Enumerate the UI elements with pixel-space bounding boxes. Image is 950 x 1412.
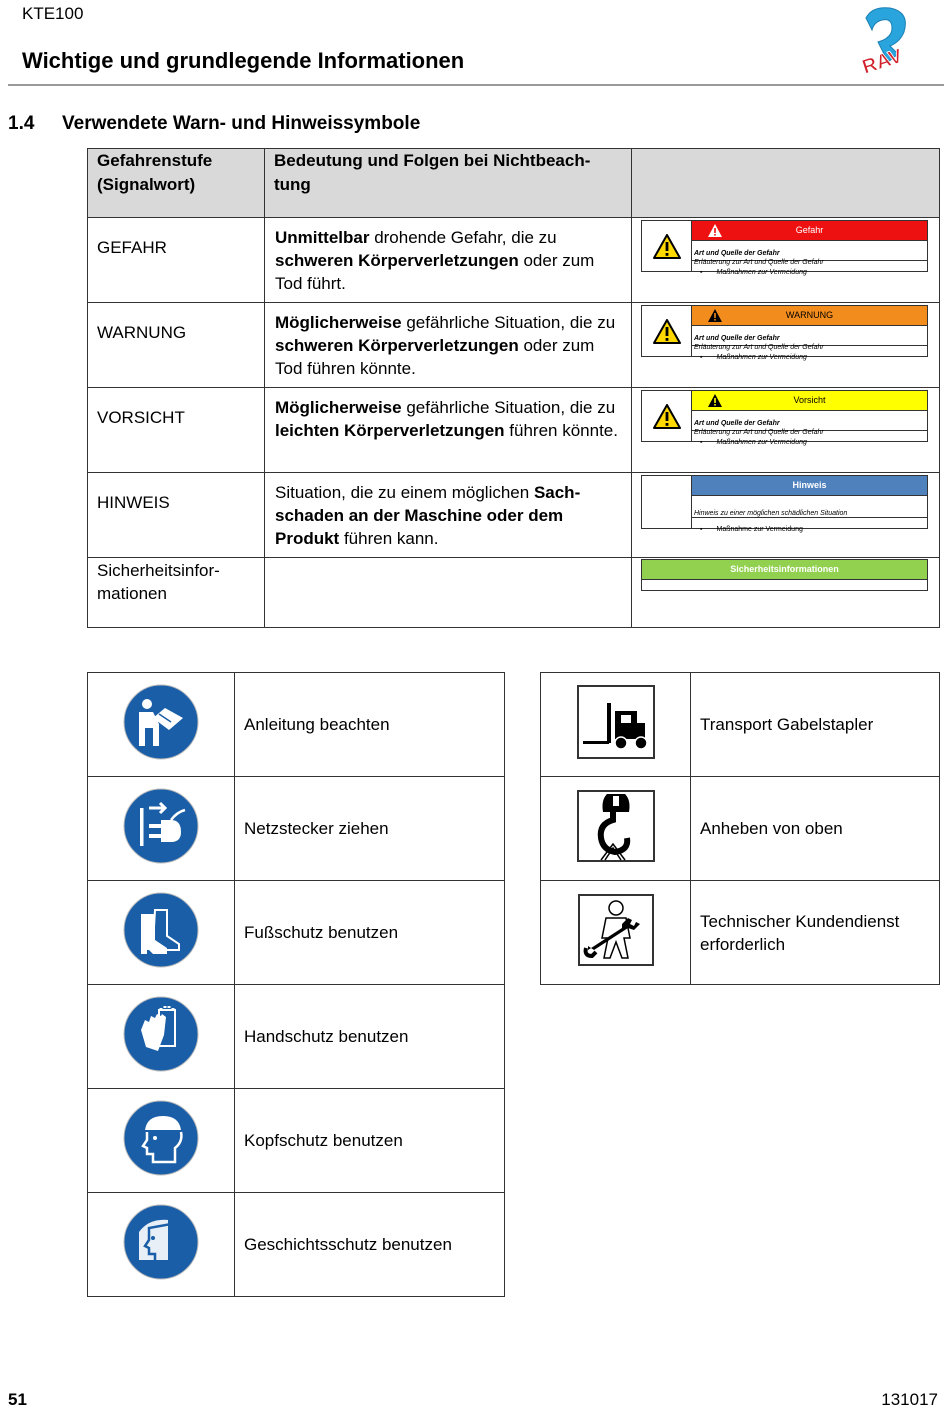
table-row	[88, 673, 505, 777]
warning-triangle-icon	[642, 391, 692, 441]
table-header-row	[88, 149, 940, 218]
warning-box-preview	[641, 305, 928, 361]
notice-box-preview	[641, 475, 928, 533]
table-row	[88, 218, 940, 303]
table-row	[541, 673, 940, 777]
desc-part: Möglicherweise	[275, 398, 402, 417]
table-row	[88, 1089, 505, 1193]
section-title	[8, 113, 420, 135]
mandatory-signs-table	[87, 672, 505, 1297]
signal-word-table	[87, 148, 940, 628]
page-number: 51	[8, 1390, 27, 1409]
page-title: Wichtige und grundlegende Informationen	[22, 48, 465, 73]
preview-label: Gefahr	[795, 225, 824, 235]
table-row	[88, 473, 940, 558]
preview-label: Vorsicht	[793, 395, 826, 405]
rav-logo	[852, 2, 918, 76]
signal-word: WARNUNG	[88, 303, 265, 388]
table-row	[88, 777, 505, 881]
section-heading: Verwendete Warn- und Hinweissymbole	[62, 113, 421, 134]
signal-word: HINWEIS	[88, 473, 265, 558]
table-row	[88, 1193, 505, 1297]
table-row	[88, 303, 940, 388]
gloves-icon	[88, 985, 235, 1089]
preview-line: Erläuterung zur Art und Quelle der Gefahr	[692, 421, 927, 431]
signal-preview-cell	[632, 218, 940, 303]
signal-preview-cell	[632, 558, 940, 628]
signal-description	[265, 388, 632, 473]
preview-line: ▪ Maßnahmen zur Vermeidung	[700, 439, 807, 446]
preview-label: WARNUNG	[785, 310, 834, 320]
signal-description	[265, 218, 632, 303]
signal-preview-cell	[632, 303, 940, 388]
desc-part: Unmittelbar	[275, 228, 370, 247]
alert-icon	[708, 309, 722, 322]
preview-line: Art und Quelle der Gefahr	[694, 250, 780, 257]
desc-part: Sach-schaden an der Maschine oder dem Produkt	[275, 483, 581, 548]
preview-line: ▪ Maßnahmen zur Vermeidung	[700, 269, 807, 276]
sign-label: Handschutz benutzen	[235, 985, 505, 1089]
danger-header	[692, 221, 927, 241]
desc-part: oder zum Tod führt.	[275, 251, 595, 293]
section-number: 1.4	[8, 113, 35, 134]
preview-line: ▪ Maßnahmen zur Vermeidung	[700, 354, 807, 361]
table-row	[541, 777, 940, 881]
signal-description	[265, 303, 632, 388]
header-symbol	[632, 149, 940, 218]
read-manual-icon	[88, 673, 235, 777]
alert-icon	[708, 394, 722, 407]
unplug-icon	[88, 777, 235, 881]
warning-triangle-icon	[642, 306, 692, 356]
service-wrench-icon	[541, 881, 691, 985]
sign-label: Transport Gabelstapler	[691, 673, 940, 777]
forklift-icon	[541, 673, 691, 777]
header-divider	[8, 84, 944, 86]
preview-measure: Maßnahmen zur Vermeidung	[716, 354, 807, 361]
sign-label: Technischer Kundendienst erforderlich	[691, 881, 940, 985]
hard-hat-icon	[88, 1089, 235, 1193]
desc-part: leichten Körperverletzungen	[275, 421, 505, 440]
table-row	[88, 558, 940, 628]
preview-line: Art und Quelle der Gefahr	[694, 335, 780, 342]
safety-info-box-preview	[641, 559, 928, 591]
notice-header	[692, 476, 927, 496]
caution-header	[692, 391, 927, 411]
signal-word: GEFAHR	[88, 218, 265, 303]
warning-header	[692, 306, 927, 326]
caution-box-preview	[641, 390, 928, 446]
desc-part: schweren Körperverletzungen	[275, 251, 519, 270]
safety-info-header	[642, 560, 927, 580]
header-meaning: Bedeutung und Folgen bei Nichtbeach-tung	[265, 149, 632, 218]
safety-boot-icon	[88, 881, 235, 985]
preview-label: Hinweis	[792, 480, 827, 490]
signal-word: Sicherheitsinfor-mationen	[88, 558, 265, 628]
svg-text:RAV: RAV	[859, 45, 906, 76]
desc-part: oder zum Tod führen könnte.	[275, 336, 595, 378]
sign-label: Anheben von oben	[691, 777, 940, 881]
danger-box-preview	[641, 220, 928, 276]
preview-line: Art und Quelle der Gefahr	[694, 420, 780, 427]
desc-part: gefährliche Situation, die zu	[401, 398, 616, 417]
sign-label: Netzstecker ziehen	[235, 777, 505, 881]
crane-hook-icon	[541, 777, 691, 881]
signal-preview-cell	[632, 473, 940, 558]
sign-label: Fußschutz benutzen	[235, 881, 505, 985]
table-row	[88, 985, 505, 1089]
desc-part: führen könnte.	[504, 421, 618, 440]
warning-triangle-icon	[642, 221, 692, 271]
table-row	[88, 388, 940, 473]
preview-line: Hinweis zu einer möglichen schädlichen Situation	[692, 496, 927, 518]
desc-part: gefährliche Situation, die zu	[401, 313, 616, 332]
sign-label: Geschichtsschutz benutzen	[235, 1193, 505, 1297]
desc-part: führen kann.	[339, 529, 439, 548]
preview-measure: Maßnahme zur Vermeidung	[716, 526, 803, 533]
preview-blank-line	[642, 580, 927, 590]
signal-preview-cell	[632, 388, 940, 473]
desc-part: schweren Körperverletzungen	[275, 336, 519, 355]
header-danger-level: Gefahrenstufe (Signalwort)	[88, 149, 265, 218]
preview-line: ▪ Maßnahme zur Vermeidung	[700, 526, 803, 533]
table-row	[88, 881, 505, 985]
document-number: 131017	[881, 1390, 938, 1409]
signal-description	[265, 558, 632, 628]
sign-label: Anleitung beachten	[235, 673, 505, 777]
preview-line: Erläuterung zur Art und Quelle der Gefahr	[692, 336, 927, 346]
face-shield-icon	[88, 1193, 235, 1297]
handling-signs-table	[540, 672, 940, 985]
table-row	[541, 881, 940, 985]
signal-word: VORSICHT	[88, 388, 265, 473]
signal-description	[265, 473, 632, 558]
document-code: KTE100	[22, 4, 84, 23]
desc-part: Situation, die zu einem möglichen	[275, 483, 534, 502]
preview-measure: Maßnahmen zur Vermeidung	[716, 269, 807, 276]
preview-label: Sicherheitsinformationen	[730, 564, 839, 574]
desc-part: drohende Gefahr, die zu	[369, 228, 557, 247]
preview-line: Erläuterung zur Art und Quelle der Gefahr	[692, 251, 927, 261]
empty-icon-cell	[642, 476, 692, 528]
preview-measure: Maßnahmen zur Vermeidung	[716, 439, 807, 446]
alert-icon	[708, 224, 722, 237]
desc-part: Möglicherweise	[275, 313, 402, 332]
sign-label: Kopfschutz benutzen	[235, 1089, 505, 1193]
